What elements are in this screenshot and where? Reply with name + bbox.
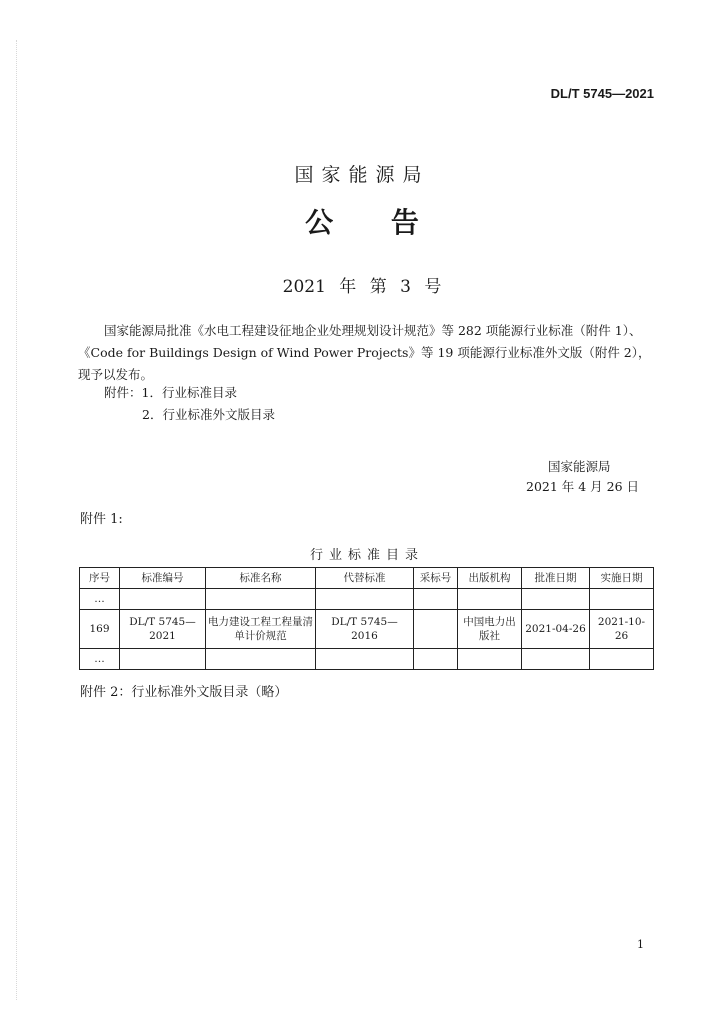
table-cell bbox=[316, 589, 414, 610]
header-cell: 标准编号 bbox=[120, 568, 206, 589]
agency-title: 国家能源局 bbox=[294, 164, 430, 186]
table-cell bbox=[590, 589, 654, 610]
table-cell bbox=[414, 649, 458, 670]
signature-date: 2021 年 4 月 26 日 bbox=[526, 479, 640, 494]
appendix2-label: 附件 2：行业标准外文版目录（略） bbox=[80, 685, 288, 700]
table-title: 行业标准目录 bbox=[309, 548, 424, 563]
table-cell: 2021-04-26 bbox=[522, 610, 590, 649]
table-cell bbox=[414, 610, 458, 649]
table-cell bbox=[458, 589, 522, 610]
standards-catalog-table bbox=[79, 567, 654, 670]
table-cell bbox=[590, 649, 654, 670]
signature-agency: 国家能源局 bbox=[548, 459, 611, 474]
table-cell: DL/T 5745—2021 bbox=[120, 610, 206, 649]
header-cell: 出版机构 bbox=[458, 568, 522, 589]
table-cell bbox=[120, 589, 206, 610]
header-cell: 实施日期 bbox=[590, 568, 654, 589]
table-cell: 电力建设工程工程量清单计价规范 bbox=[206, 610, 316, 649]
table-cell: … bbox=[80, 649, 120, 670]
table-cell bbox=[120, 649, 206, 670]
table-cell: … bbox=[80, 589, 120, 610]
table-cell bbox=[206, 589, 316, 610]
table-row bbox=[80, 610, 654, 649]
appendix1-label: 附件 1: bbox=[80, 512, 123, 527]
table-header-row bbox=[80, 568, 654, 589]
header-cell: 代替标准 bbox=[316, 568, 414, 589]
table-cell: 中国电力出版社 bbox=[458, 610, 522, 649]
table-cell bbox=[522, 589, 590, 610]
table-row bbox=[80, 649, 654, 670]
standard-code: DL/T 5745—2021 bbox=[550, 86, 654, 101]
announcement-body: 国家能源局批准《水电工程建设征地企业处理规划设计规范》等 282 项能源行业标准（附件 1）、《Code for Buildings Design of Wind Power Projects》等 19 项能源行业标准外文版（附件 2），现予以发布。 bbox=[78, 323, 651, 382]
attachment-list bbox=[104, 382, 275, 426]
notice-title: 公 告 bbox=[305, 206, 419, 239]
table-cell: 169 bbox=[80, 610, 120, 649]
header-cell: 标准名称 bbox=[206, 568, 316, 589]
header-cell: 采标号 bbox=[414, 568, 458, 589]
issue-number: 2021 年 第 3 号 bbox=[282, 277, 442, 297]
table-cell bbox=[458, 649, 522, 670]
table-cell: 2021-10-26 bbox=[590, 610, 654, 649]
page-number: 1 bbox=[637, 938, 644, 951]
table-cell bbox=[522, 649, 590, 670]
table-cell bbox=[414, 589, 458, 610]
attachment-item-1: 附件：1．行业标准目录 bbox=[104, 385, 237, 400]
header-cell: 序号 bbox=[80, 568, 120, 589]
table-cell bbox=[316, 649, 414, 670]
table-row bbox=[80, 589, 654, 610]
table-cell: DL/T 5745—2016 bbox=[316, 610, 414, 649]
attachment-item-2: 2．行业标准外文版目录 bbox=[142, 407, 275, 422]
table-cell bbox=[206, 649, 316, 670]
header-cell: 批准日期 bbox=[522, 568, 590, 589]
